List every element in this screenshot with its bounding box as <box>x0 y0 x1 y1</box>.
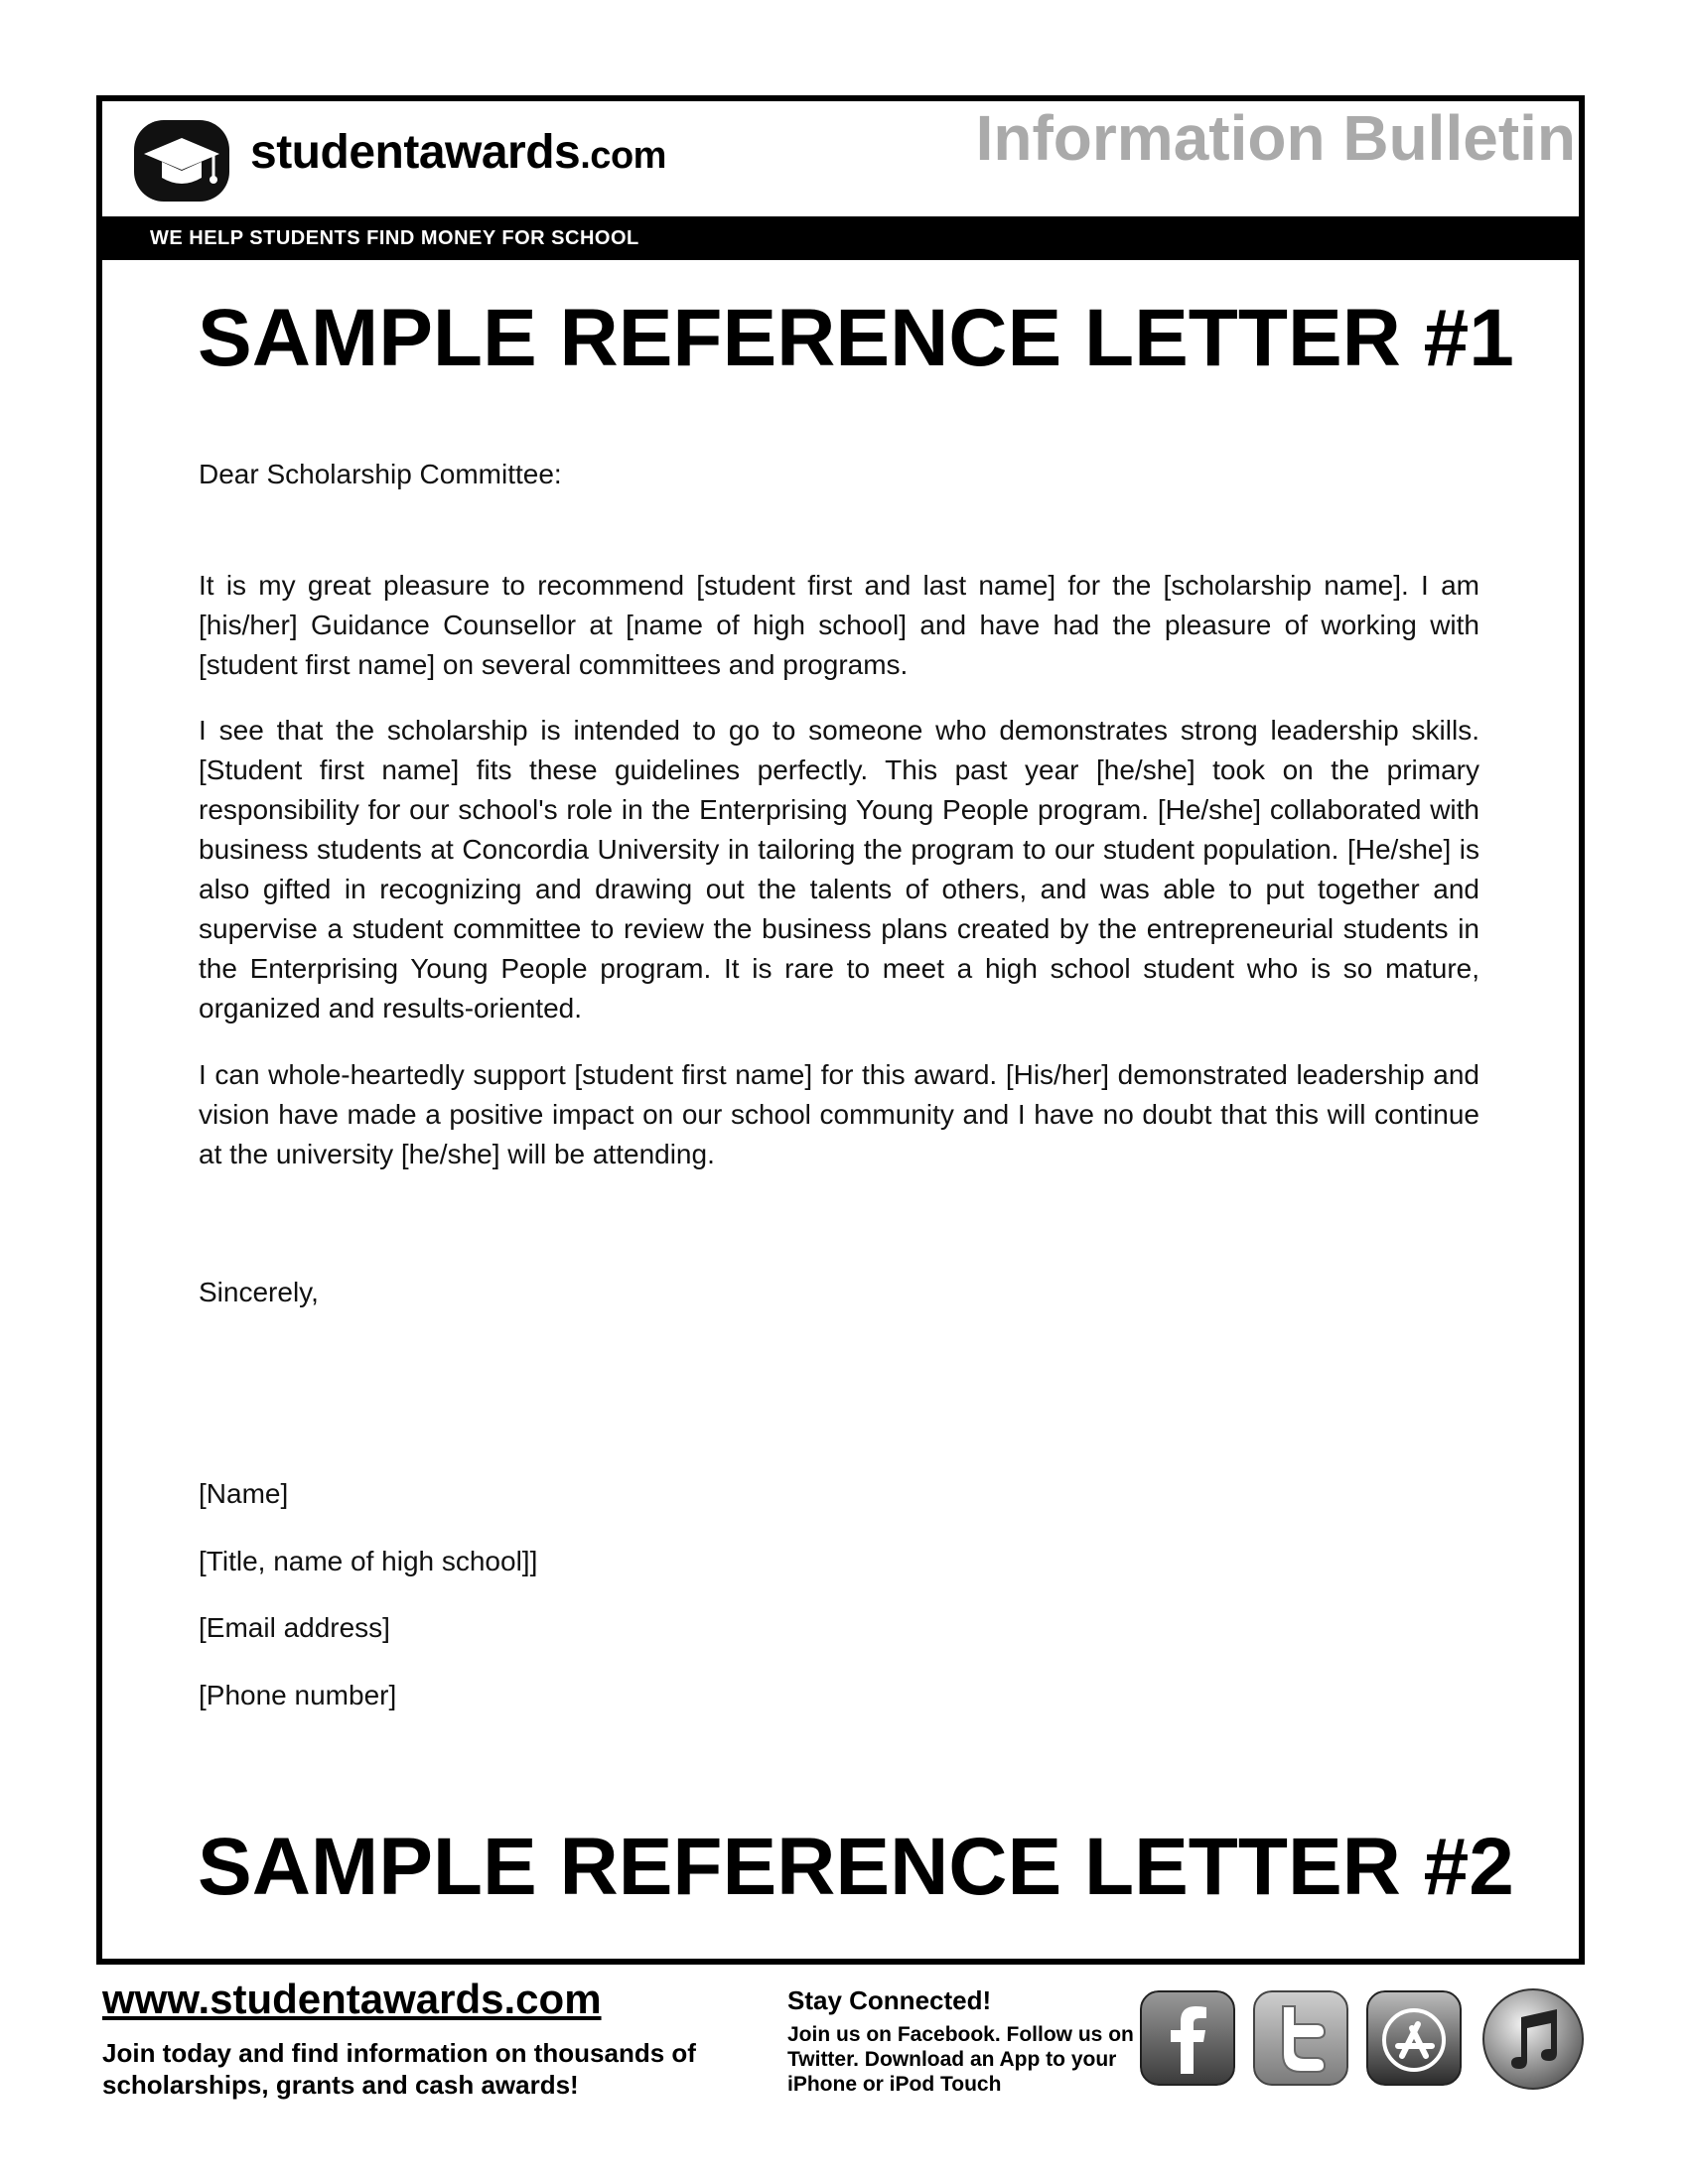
app-store-icon[interactable] <box>1366 1990 1462 2086</box>
itunes-icon[interactable] <box>1481 1987 1585 2091</box>
footer-website-link[interactable]: www.studentawards.com <box>102 1976 602 2022</box>
letter-paragraph-2: I see that the scholarship is intended to go to someone who demonstrates strong leadership skills. [Student first name] fits these guidelines perfectly. This past year [he/she] took on the primary responsibility for our school's role in the Enterprising Young People program. [He/she] collaborated with business students at Concordia University in tailoring the program to our student population. [He/she] is also gifted in recognizing and drawing out the talents of others, and was able to put together and supervise a student committee to review the business plans created by the entrepreneurial students in the Enterprising Young People program. It is rare to meet a high school student who is so mature, organized and results-oriented. <box>199 715 1479 1024</box>
tagline-bar <box>102 216 1579 260</box>
stay-connected-text: Join us on Facebook. Follow us on Twitter. Download an App to your iPhone or iPod Touch <box>787 2023 1134 2096</box>
signature-name: [Name] <box>199 1478 289 1509</box>
letter-paragraph-3: I can whole-heartedly support [student first name] for this award. [His/her] demonstrated leadership and vision have made a positive impact on our school community and I have no doubt that this will continue at the university [he/she] will be attending. <box>199 1059 1479 1169</box>
letter-salutation: Dear Scholarship Committee: <box>199 459 562 489</box>
letter-1-heading: SAMPLE REFERENCE LETTER #1 <box>198 293 1514 383</box>
letter-2-heading: SAMPLE REFERENCE LETTER #2 <box>198 1822 1514 1912</box>
stay-connected-title: Stay Connected! <box>787 1985 992 2015</box>
signature-email: [Email address] <box>199 1612 390 1643</box>
brand-wordmark <box>250 125 666 180</box>
facebook-icon[interactable] <box>1140 1990 1235 2086</box>
twitter-icon[interactable] <box>1253 1990 1348 2086</box>
graduation-cap-logo-icon <box>132 116 231 205</box>
bulletin-label: Information Bulletin <box>975 102 1576 174</box>
letter-paragraph-1: It is my great pleasure to recommend [student first and last name] for the [scholarship name]. I am [his/her] Guidance Counsellor at [name of high school] and have had the pleasure of working with [student first name] on several committees and programs. <box>199 570 1479 680</box>
brand-name: studentawards <box>250 126 581 179</box>
footer-join-text: Join today and find information on thousands of scholarships, grants and cash awards! <box>102 2038 696 2100</box>
signature-phone: [Phone number] <box>199 1680 397 1710</box>
brand-suffix: .com <box>580 135 666 177</box>
letter-closing: Sincerely, <box>199 1277 319 1307</box>
signature-title: [Title, name of high school]] <box>199 1546 538 1576</box>
tagline: WE HELP STUDENTS FIND MONEY FOR SCHOOL <box>150 227 639 249</box>
